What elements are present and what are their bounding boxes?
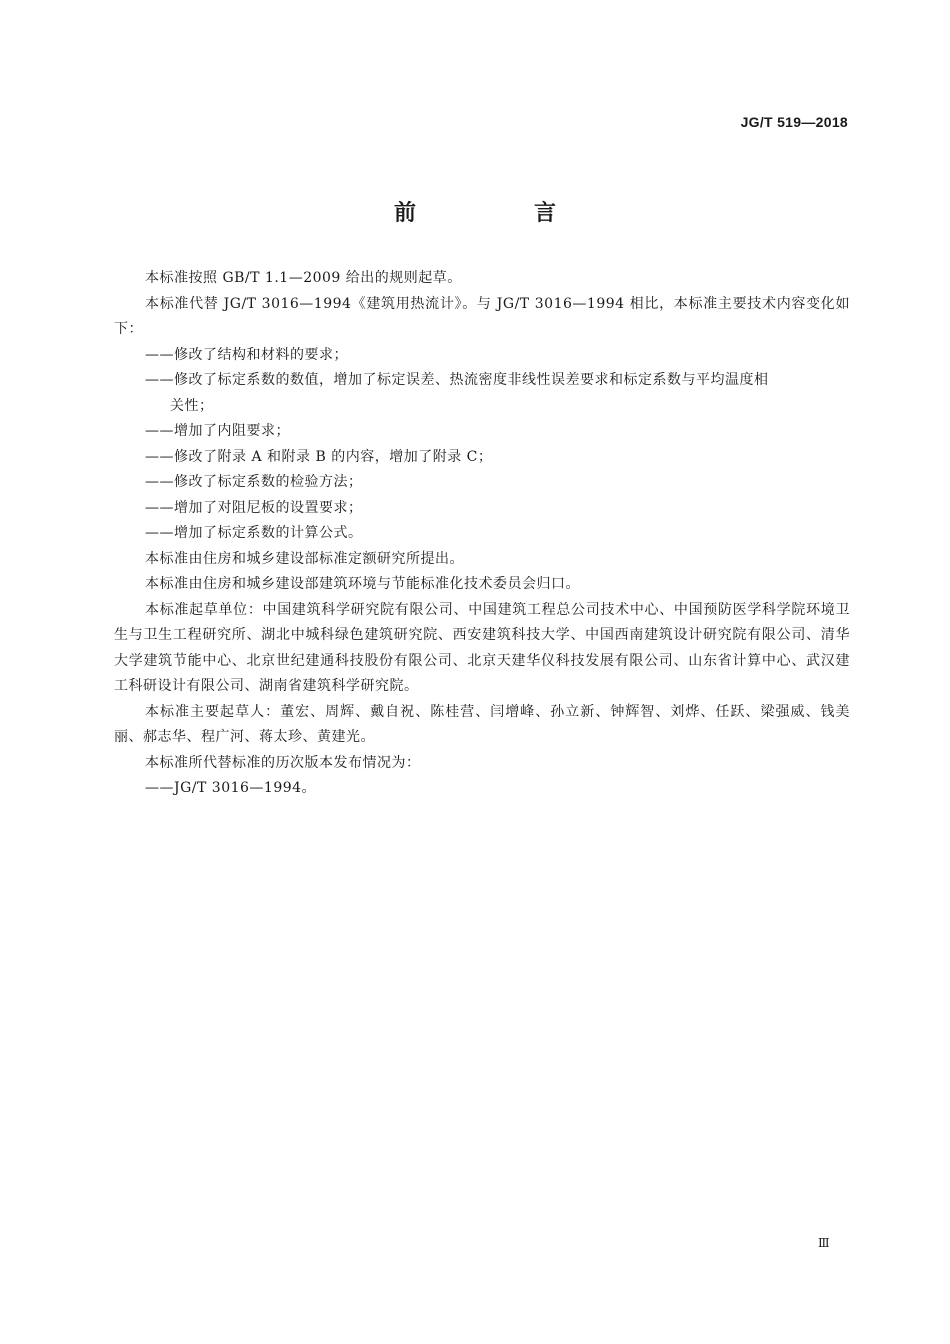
paragraph-proposer: 本标准由住房和城乡建设部标准定额研究所提出。	[145, 550, 464, 567]
paragraph-replacement: 本标准代替 JG/T 3016—1994《建筑用热流计》。与 JG/T 3016—1994 相比，本标准主要技术内容变化如下：	[114, 295, 850, 337]
paragraph-history-intro: 本标准所代替标准的历次版本发布情况为：	[145, 754, 421, 771]
list-item: ——修改了标定系数的数值，增加了标定误差、热流密度非线性误差要求和标定系数与平均温度相	[145, 372, 769, 388]
page-title: 前 言	[393, 201, 604, 226]
list-item-history: ——JG/T 3016—1994。	[145, 780, 317, 796]
paragraph-drafting-rule: 本标准按照 GB/T 1.1—2009 给出的规则起草。	[145, 270, 462, 286]
standard-code: JG/T 519—2018	[740, 114, 848, 130]
list-item: ——修改了标定系数的检验方法；	[145, 474, 363, 490]
list-item: ——修改了结构和材料的要求；	[145, 346, 348, 363]
paragraph-committee: 本标准由住房和城乡建设部建筑环境与节能标准化技术委员会归口。	[145, 576, 580, 592]
document-body	[114, 266, 850, 802]
list-item: ——修改了附录 A 和附录 B 的内容，增加了附录 C；	[145, 448, 493, 465]
paragraph-drafting-units: 本标准起草单位：中国建筑科学研究院有限公司、中国建筑工程总公司技术中心、中国预防医学科学院环境卫生与卫生工程研究所、湖北中城科绿色建筑研究院、西安建筑科技大学、中国西南建筑设计研究院有限公司、清华大学建筑节能中心、北京世纪建通科技股份有限公司、北京天建华仪科技发展有限公司、山东省计算中心、武汉建工科研设计有限公司、湖南省建筑科学研究院。	[114, 601, 850, 694]
list-item-continuation: 关性；	[170, 397, 214, 414]
page-number: Ⅲ	[818, 1236, 830, 1250]
list-item: ——增加了标定系数的计算公式。	[145, 525, 363, 541]
list-item: ——增加了对阻尼板的设置要求；	[145, 499, 363, 516]
list-item: ——增加了内阻要求；	[145, 423, 290, 439]
paragraph-drafters: 本标准主要起草人：董宏、周辉、戴自祝、陈桂营、闫增峰、孙立新、钟辉智、刘烨、任跃、梁强威、钱美丽、郝志华、程广河、蒋太珍、黄建光。	[114, 703, 850, 745]
